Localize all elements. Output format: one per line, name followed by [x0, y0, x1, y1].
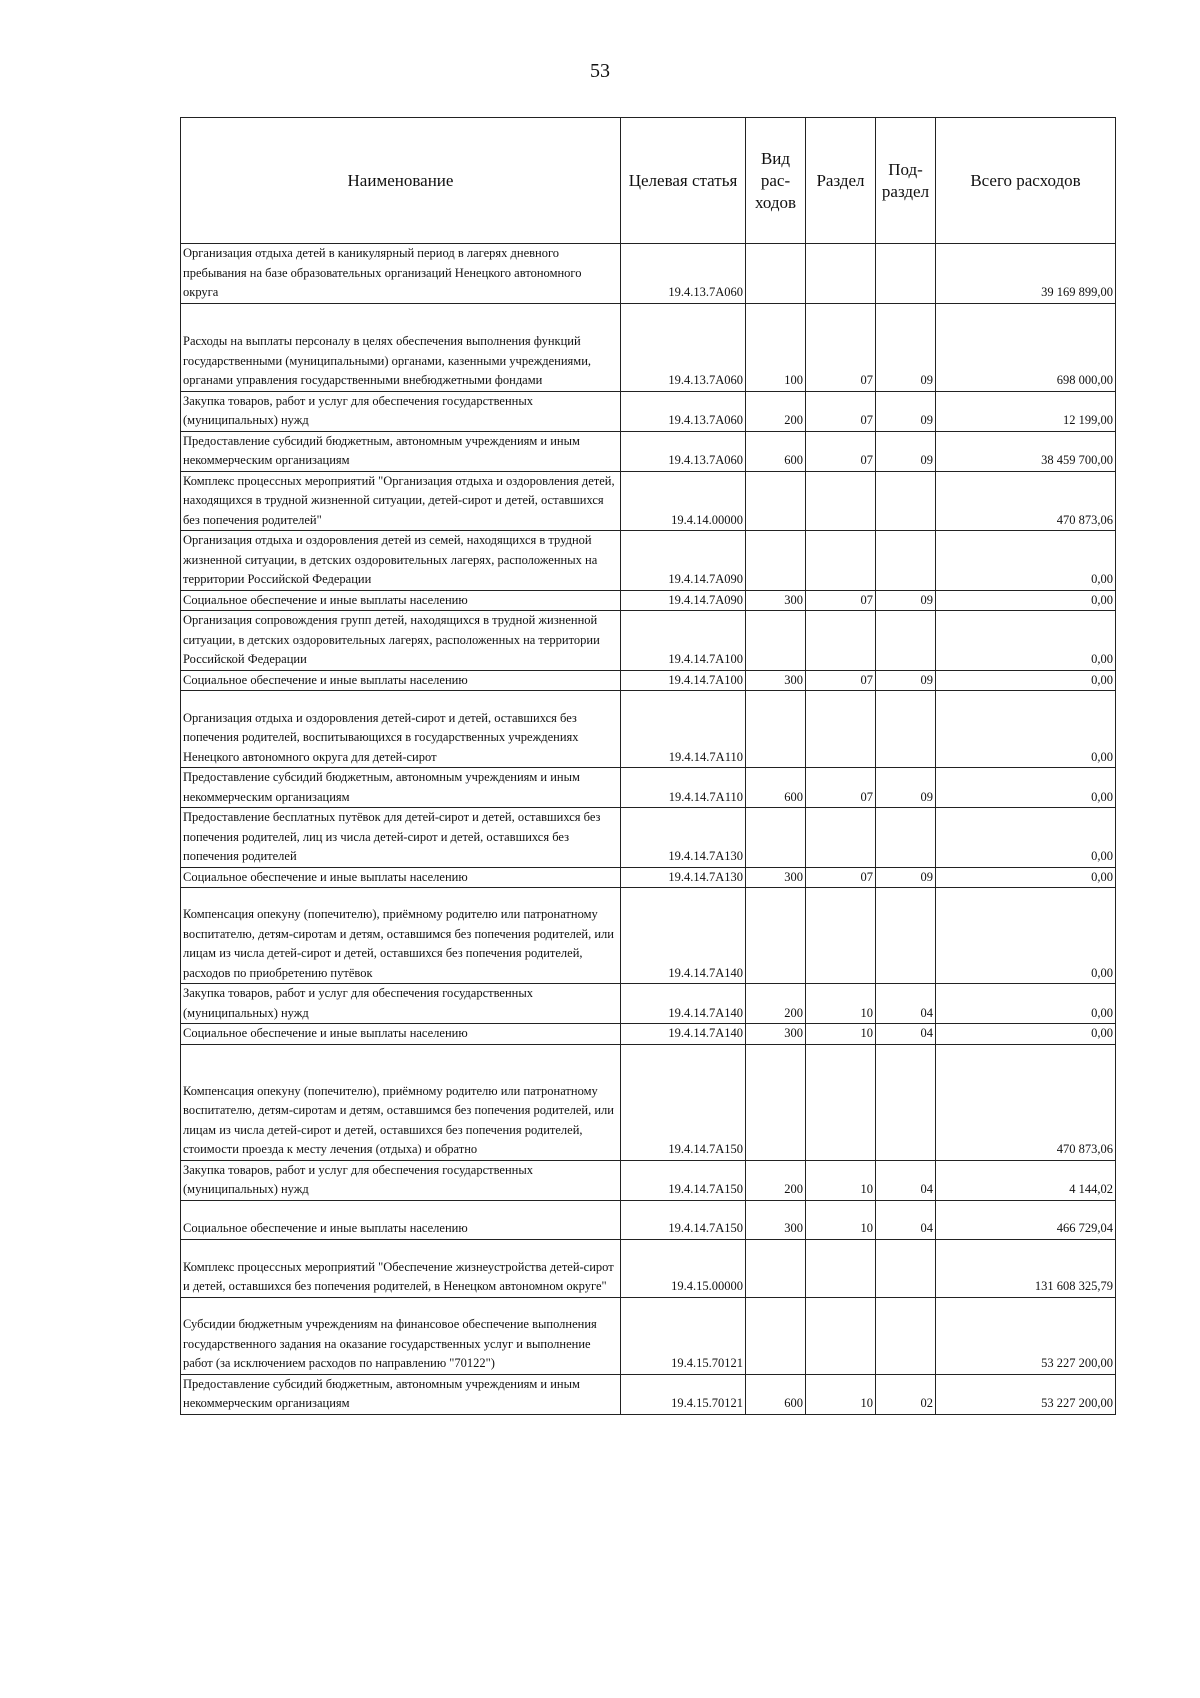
row-subsection: 02 [876, 1374, 936, 1414]
row-subsection: 09 [876, 303, 936, 391]
row-subsection [876, 1239, 936, 1297]
row-total: 0,00 [936, 768, 1116, 808]
table-row [181, 1297, 1116, 1374]
table-row [181, 391, 1116, 431]
row-section [806, 808, 876, 868]
row-name: Закупка товаров, работ и услуг для обеспечения государственных (муниципальных) нужд [181, 391, 621, 431]
row-expense-type: 200 [746, 984, 806, 1024]
page-number: 53 [590, 60, 610, 82]
table-row [181, 867, 1116, 888]
table-row [181, 431, 1116, 471]
row-subsection [876, 1297, 936, 1374]
row-total: 53 227 200,00 [936, 1297, 1116, 1374]
row-total: 39 169 899,00 [936, 244, 1116, 304]
row-subsection: 09 [876, 431, 936, 471]
row-target-article: 19.4.13.7А060 [621, 244, 746, 304]
row-expense-type: 300 [746, 590, 806, 611]
col-header-subsection: Под-раздел [876, 118, 936, 244]
row-target-article: 19.4.14.7А110 [621, 768, 746, 808]
row-section [806, 691, 876, 768]
row-target-article: 19.4.14.7А130 [621, 808, 746, 868]
row-name: Организация отдыха детей в каникулярный период в лагерях дневного пребывания на базе образовательных организаций Ненецкого автономного округа [181, 244, 621, 304]
row-name: Компенсация опекуну (попечителю), приёмному родителю или патронатному воспитателю, детям-сиротам и детям, оставшимся без попечения родителей, или лицам из числа детей-сирот и детей, оставшихся без попечения родителей, расходов по приобретению путёвок [181, 888, 621, 984]
table-row [181, 303, 1116, 391]
row-expense-type: 300 [746, 1024, 806, 1045]
row-expense-type [746, 1297, 806, 1374]
row-section [806, 888, 876, 984]
row-subsection: 09 [876, 768, 936, 808]
row-name: Комплекс процессных мероприятий "Обеспечение жизнеустройства детей-сирот и детей, оставшихся без попечения родителей, в Ненецком автономном округе" [181, 1239, 621, 1297]
table-row [181, 1160, 1116, 1200]
row-target-article: 19.4.14.7А100 [621, 670, 746, 691]
row-total: 131 608 325,79 [936, 1239, 1116, 1297]
col-header-section: Раздел [806, 118, 876, 244]
row-name: Организация отдыха и оздоровления детей из семей, находящихся в трудной жизненной ситуации, в детских оздоровительных лагерях, расположенных на территории Российской Федерации [181, 531, 621, 591]
row-total: 470 873,06 [936, 471, 1116, 531]
row-expense-type [746, 1239, 806, 1297]
row-subsection [876, 244, 936, 304]
row-subsection: 09 [876, 867, 936, 888]
row-total: 0,00 [936, 590, 1116, 611]
row-subsection: 04 [876, 984, 936, 1024]
row-section: 07 [806, 867, 876, 888]
table-header-row [181, 118, 1116, 244]
row-total: 4 144,02 [936, 1160, 1116, 1200]
row-total: 53 227 200,00 [936, 1374, 1116, 1414]
table-row [181, 611, 1116, 671]
row-target-article: 19.4.14.7А140 [621, 1024, 746, 1045]
row-target-article: 19.4.14.7А090 [621, 590, 746, 611]
row-total: 0,00 [936, 1024, 1116, 1045]
row-expense-type: 300 [746, 867, 806, 888]
row-section [806, 1044, 876, 1160]
row-expense-type [746, 808, 806, 868]
row-subsection [876, 808, 936, 868]
row-section: 10 [806, 1024, 876, 1045]
row-name: Предоставление бесплатных путёвок для детей-сирот и детей, оставшихся без попечения родителей, лиц из числа детей-сирот и детей, оставшихся без попечения родителей [181, 808, 621, 868]
row-expense-type: 600 [746, 768, 806, 808]
col-header-expense-type: Вид рас-ходов [746, 118, 806, 244]
row-name: Организация отдыха и оздоровления детей-сирот и детей, оставшихся без попечения родителей, воспитывающихся в государственных учреждениях Ненецкого автономного округа для детей-сирот [181, 691, 621, 768]
row-total: 470 873,06 [936, 1044, 1116, 1160]
row-subsection [876, 1044, 936, 1160]
row-section [806, 531, 876, 591]
col-header-total: Всего расходов [936, 118, 1116, 244]
row-name: Субсидии бюджетным учреждениям на финансовое обеспечение выполнения государственного задания на оказание государственных услуг и выполнение работ (за исключением расходов по направлению "70122") [181, 1297, 621, 1374]
row-section: 10 [806, 1374, 876, 1414]
row-subsection: 04 [876, 1024, 936, 1045]
row-expense-type [746, 1044, 806, 1160]
row-name: Закупка товаров, работ и услуг для обеспечения государственных (муниципальных) нужд [181, 984, 621, 1024]
row-expense-type [746, 888, 806, 984]
row-expense-type: 200 [746, 391, 806, 431]
row-subsection: 04 [876, 1200, 936, 1239]
table-row [181, 590, 1116, 611]
table-row [181, 244, 1116, 304]
row-name: Предоставление субсидий бюджетным, автономным учреждениям и иным некоммерческим организациям [181, 1374, 621, 1414]
row-name: Социальное обеспечение и иные выплаты населению [181, 590, 621, 611]
row-name: Социальное обеспечение и иные выплаты населению [181, 1200, 621, 1239]
row-target-article: 19.4.15.00000 [621, 1239, 746, 1297]
table-row [181, 1044, 1116, 1160]
table-row [181, 1374, 1116, 1414]
row-name: Предоставление субсидий бюджетным, автономным учреждениям и иным некоммерческим организациям [181, 768, 621, 808]
row-total: 0,00 [936, 531, 1116, 591]
row-subsection: 04 [876, 1160, 936, 1200]
row-expense-type [746, 691, 806, 768]
col-header-name: Наименование [181, 118, 621, 244]
table-row [181, 1200, 1116, 1239]
row-expense-type: 600 [746, 431, 806, 471]
row-subsection: 09 [876, 590, 936, 611]
row-expense-type: 300 [746, 1200, 806, 1239]
row-section [806, 1297, 876, 1374]
table-row [181, 670, 1116, 691]
table-row [181, 808, 1116, 868]
row-expense-type: 600 [746, 1374, 806, 1414]
row-subsection [876, 691, 936, 768]
row-target-article: 19.4.13.7А060 [621, 431, 746, 471]
row-target-article: 19.4.14.7А110 [621, 691, 746, 768]
row-name: Закупка товаров, работ и услуг для обеспечения государственных (муниципальных) нужд [181, 1160, 621, 1200]
col-header-target-article: Целевая статья [621, 118, 746, 244]
row-target-article: 19.4.14.7А140 [621, 888, 746, 984]
row-total: 698 000,00 [936, 303, 1116, 391]
row-total: 0,00 [936, 867, 1116, 888]
table-row [181, 1024, 1116, 1045]
row-section: 07 [806, 303, 876, 391]
row-target-article: 19.4.14.7А150 [621, 1044, 746, 1160]
row-section: 07 [806, 670, 876, 691]
row-expense-type [746, 244, 806, 304]
row-section [806, 611, 876, 671]
budget-table [180, 117, 1116, 1415]
row-name: Компенсация опекуну (попечителю), приёмному родителю или патронатному воспитателю, детям-сиротам и детям, оставшимся без попечения родителей, или лицам из числа детей-сирот и детей, оставшихся без попечения родителей, стоимости проезда к месту лечения (отдыха) и обратно [181, 1044, 621, 1160]
row-section: 10 [806, 984, 876, 1024]
row-name: Социальное обеспечение и иные выплаты населению [181, 1024, 621, 1045]
row-section [806, 471, 876, 531]
row-subsection: 09 [876, 391, 936, 431]
row-section: 10 [806, 1160, 876, 1200]
table-row [181, 471, 1116, 531]
row-expense-type [746, 471, 806, 531]
row-total: 0,00 [936, 691, 1116, 768]
row-section: 07 [806, 391, 876, 431]
table-row [181, 984, 1116, 1024]
row-name: Предоставление субсидий бюджетным, автономным учреждениям и иным некоммерческим организациям [181, 431, 621, 471]
row-target-article: 19.4.14.00000 [621, 471, 746, 531]
row-target-article: 19.4.14.7А140 [621, 984, 746, 1024]
table-row [181, 691, 1116, 768]
table-row [181, 888, 1116, 984]
row-target-article: 19.4.15.70121 [621, 1297, 746, 1374]
row-target-article: 19.4.14.7А150 [621, 1160, 746, 1200]
row-subsection [876, 611, 936, 671]
row-total: 0,00 [936, 670, 1116, 691]
row-name: Социальное обеспечение и иные выплаты населению [181, 670, 621, 691]
row-name: Организация сопровождения групп детей, находящихся в трудной жизненной ситуации, в детских оздоровительных лагерях, расположенных на территории Российской Федерации [181, 611, 621, 671]
row-section: 07 [806, 431, 876, 471]
row-name: Комплекс процессных мероприятий "Организация отдыха и оздоровления детей, находящихся в трудной жизненной ситуации, детей-сирот и детей, оставшихся без попечения родителей" [181, 471, 621, 531]
row-target-article: 19.4.14.7А090 [621, 531, 746, 591]
row-expense-type [746, 611, 806, 671]
row-total: 38 459 700,00 [936, 431, 1116, 471]
row-total: 0,00 [936, 808, 1116, 868]
row-target-article: 19.4.13.7А060 [621, 391, 746, 431]
row-expense-type: 300 [746, 670, 806, 691]
row-total: 0,00 [936, 984, 1116, 1024]
row-target-article: 19.4.14.7А130 [621, 867, 746, 888]
row-target-article: 19.4.13.7А060 [621, 303, 746, 391]
row-subsection [876, 531, 936, 591]
row-name: Социальное обеспечение и иные выплаты населению [181, 867, 621, 888]
row-section: 07 [806, 590, 876, 611]
row-target-article: 19.4.14.7А150 [621, 1200, 746, 1239]
row-target-article: 19.4.15.70121 [621, 1374, 746, 1414]
row-expense-type [746, 531, 806, 591]
row-expense-type: 100 [746, 303, 806, 391]
table-row [181, 768, 1116, 808]
row-name: Расходы на выплаты персоналу в целях обеспечения выполнения функций государственными (муниципальными) органами, казенными учреждениями, органами управления государственными внебюджетными фондами [181, 303, 621, 391]
row-target-article: 19.4.14.7А100 [621, 611, 746, 671]
row-total: 466 729,04 [936, 1200, 1116, 1239]
row-expense-type: 200 [746, 1160, 806, 1200]
row-subsection [876, 888, 936, 984]
row-section: 07 [806, 768, 876, 808]
row-section [806, 244, 876, 304]
row-section: 10 [806, 1200, 876, 1239]
row-total: 0,00 [936, 611, 1116, 671]
table-row [181, 1239, 1116, 1297]
row-total: 12 199,00 [936, 391, 1116, 431]
table-row [181, 531, 1116, 591]
row-total: 0,00 [936, 888, 1116, 984]
row-subsection: 09 [876, 670, 936, 691]
row-section [806, 1239, 876, 1297]
row-subsection [876, 471, 936, 531]
